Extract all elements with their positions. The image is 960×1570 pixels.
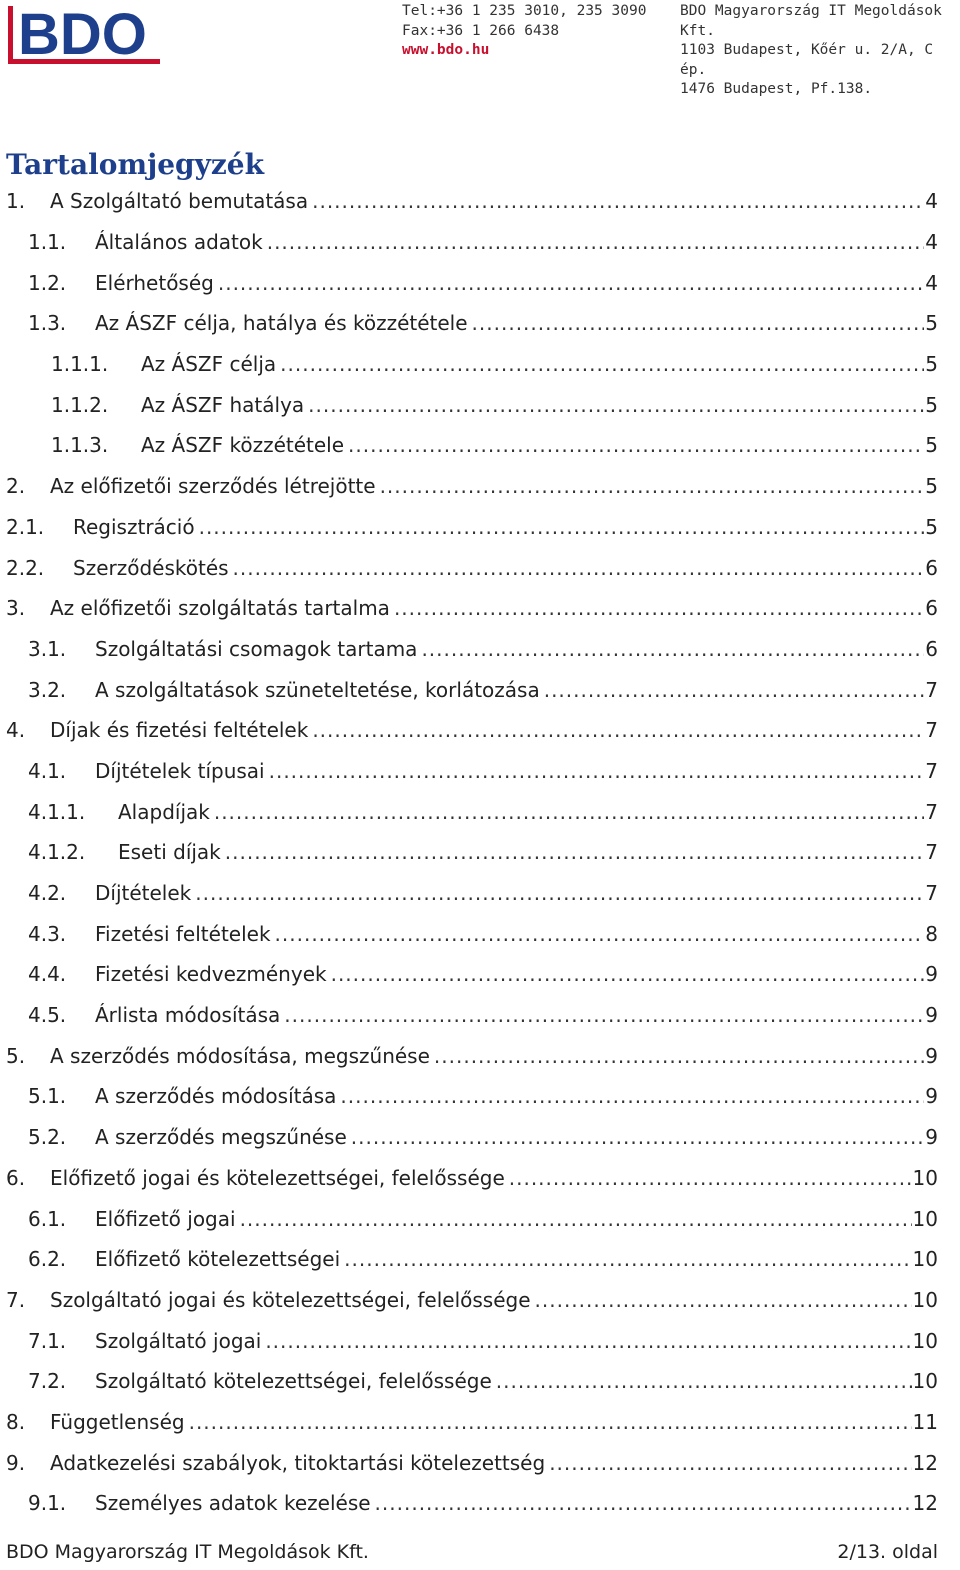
- toc-entry-number: 9.: [6, 1450, 26, 1475]
- toc-entry-number: 1.1.1.: [51, 352, 109, 377]
- toc-entry-number: 6.1.: [28, 1206, 67, 1231]
- toc-entry-title: Az előfizetői szolgáltatás tartalma: [50, 596, 390, 621]
- company-address-1: 1103 Budapest, Kőér u. 2/A, C ép.: [680, 42, 934, 78]
- toc-entry-page: 4: [925, 230, 938, 255]
- toc-entry-leader: [95, 1329, 912, 1353]
- toc-entry-number: 4.1.2.: [28, 840, 86, 865]
- toc-entry-number: 5.: [6, 1043, 26, 1068]
- toc-dot-leader: [544, 678, 924, 702]
- contact-tel: Tel:+36 1 235 3010, 235 3090: [402, 3, 647, 19]
- toc-entry-title: Az ÁSZF hatálya: [141, 392, 305, 417]
- toc-entry-title: Személyes adatok kezelése: [95, 1491, 371, 1516]
- toc-entry-title: A szolgáltatások szüneteltetése, korlátozása: [95, 677, 540, 702]
- toc-dot-leader: [189, 1410, 912, 1434]
- toc-dot-leader: [275, 922, 924, 946]
- footer-page-number: 2/13. oldal: [837, 1541, 938, 1563]
- toc-entry-number: 4.1.1.: [28, 799, 86, 824]
- toc-entry-leader: [118, 840, 924, 864]
- toc-dot-leader: [218, 271, 924, 295]
- toc-entry-leader: [50, 1166, 912, 1190]
- toc-entry-number: 9.1.: [28, 1491, 67, 1516]
- toc-entry-title: Függetlenség: [50, 1409, 185, 1434]
- toc-entry[interactable]: [0, 913, 960, 954]
- company-address-2: 1476 Budapest, Pf.138.: [680, 81, 873, 97]
- toc-entry-number: 4.1.: [28, 758, 67, 783]
- toc-entry-page: 7: [925, 881, 938, 906]
- toc-entry-title: Előfizető kötelezettségei: [95, 1247, 341, 1272]
- toc-dot-leader: [549, 1451, 912, 1475]
- bdo-logo-graphic: [8, 4, 160, 66]
- toc-entry-number: 3.: [6, 596, 26, 621]
- toc-entry-page: 7: [925, 799, 938, 824]
- toc-dot-leader: [344, 1247, 912, 1271]
- toc-entry-number: 7.2.: [28, 1369, 67, 1394]
- toc-entry-title: Regisztráció: [73, 514, 195, 539]
- toc-entry-leader: [50, 596, 924, 620]
- toc-entry-title: Fizetési feltételek: [95, 921, 271, 946]
- toc-entry-page: 12: [912, 1450, 938, 1475]
- toc-entry-leader: [95, 1491, 912, 1515]
- toc-entry-page: 7: [925, 758, 938, 783]
- toc-entry-number: 5.2.: [28, 1125, 67, 1150]
- toc-dot-leader: [312, 189, 924, 213]
- toc-entry-leader: [50, 1044, 924, 1068]
- toc-entry-leader: [141, 433, 924, 457]
- toc-entry-title: Szolgáltatási csomagok tartama: [95, 636, 418, 661]
- toc-entry-leader: [95, 311, 924, 335]
- toc-entry-title: Fizetési kedvezmények: [95, 962, 327, 987]
- toc-entry-leader: [95, 881, 924, 905]
- toc-entry-page: 5: [925, 514, 938, 539]
- toc-entry-leader: [95, 962, 924, 986]
- toc-dot-leader: [199, 515, 924, 539]
- toc-entry-title: Előfizető jogai: [95, 1206, 236, 1231]
- toc-entry-title: Díjtételek: [95, 881, 192, 906]
- toc-entry-page: 4: [925, 270, 938, 295]
- toc-entry-page: 5: [925, 433, 938, 458]
- toc-entry-leader: [95, 759, 924, 783]
- footer-company: BDO Magyarország IT Megoldások Kft.: [6, 1541, 369, 1563]
- toc-entry-title: Szolgáltató jogai és kötelezettségei, felelőssége: [50, 1287, 531, 1312]
- toc-entry-page: 10: [912, 1206, 938, 1231]
- toc-entry-title: A szerződés módosítása, megszűnése: [50, 1043, 430, 1068]
- toc-entry[interactable]: [0, 954, 960, 995]
- toc-entry-page: 8: [925, 921, 938, 946]
- toc-entry-number: 4.2.: [28, 881, 67, 906]
- toc-entry-number: 4.5.: [28, 1003, 67, 1028]
- toc-dot-leader: [348, 433, 924, 457]
- toc-entry-leader: [50, 474, 924, 498]
- toc-entry-page: 10: [912, 1369, 938, 1394]
- toc-entry-leader: [95, 637, 924, 661]
- toc-dot-leader: [240, 1207, 912, 1231]
- toc-entry-title: Az ÁSZF célja: [141, 352, 277, 377]
- toc-entry[interactable]: [0, 873, 960, 914]
- toc-dot-leader: [434, 1044, 924, 1068]
- toc-entry[interactable]: [0, 1076, 960, 1117]
- toc-entry-title: A szerződés módosítása: [95, 1084, 337, 1109]
- toc-entry-leader: [95, 678, 924, 702]
- toc-dot-leader: [375, 1491, 912, 1515]
- toc-entry-page: 12: [912, 1491, 938, 1516]
- toc-entry-title: A szerződés megszűnése: [95, 1125, 347, 1150]
- toc-entry-page: 9: [925, 1084, 938, 1109]
- toc-entry-title: Szolgáltató kötelezettségei, felelőssége: [95, 1369, 492, 1394]
- toc-entry-number: 4.4.: [28, 962, 67, 987]
- toc-entry-leader: [73, 556, 924, 580]
- toc-entry-page: 5: [925, 474, 938, 499]
- toc-entry[interactable]: [0, 1239, 960, 1280]
- toc-entry[interactable]: [0, 547, 960, 588]
- toc-dot-leader: [340, 1084, 924, 1108]
- toc-entry-page: 5: [925, 392, 938, 417]
- toc-entry[interactable]: [0, 384, 960, 425]
- toc-entry-number: 6.2.: [28, 1247, 67, 1272]
- toc-entry[interactable]: [0, 303, 960, 344]
- toc-entry[interactable]: [0, 751, 960, 792]
- toc-dot-leader: [308, 393, 924, 417]
- toc-entry-leader: [95, 1369, 912, 1393]
- toc-entry-title: Szerződéskötés: [73, 555, 229, 580]
- toc-entry-title: Adatkezelési szabályok, titoktartási kötelezettség: [50, 1450, 546, 1475]
- toc-dot-leader: [535, 1288, 912, 1312]
- toc-entry-page: 9: [925, 962, 938, 987]
- toc-dot-leader: [233, 556, 924, 580]
- toc-entry-title: Díjtételek típusai: [95, 758, 265, 783]
- toc-entry-leader: [118, 800, 924, 824]
- toc-entry-leader: [95, 1125, 924, 1149]
- toc-entry-page: 10: [912, 1165, 938, 1190]
- toc-entry-page: 10: [912, 1247, 938, 1272]
- toc-dot-leader: [472, 311, 924, 335]
- bdo-logo: [8, 4, 160, 66]
- toc-dot-leader: [351, 1125, 924, 1149]
- toc-entry-title: Az ÁSZF célja, hatálya és közzététele: [95, 311, 468, 336]
- toc-entry-leader: [50, 718, 924, 742]
- contact-web-link[interactable]: www.bdo.hu: [402, 42, 490, 58]
- toc-entry[interactable]: [0, 1442, 960, 1483]
- toc-entry-leader: [95, 230, 924, 254]
- toc-entry-leader: [95, 1084, 924, 1108]
- toc-entry-page: 4: [925, 189, 938, 214]
- toc-entry-page: 5: [925, 311, 938, 336]
- toc-entry-title: Alapdíjak: [118, 799, 210, 824]
- toc-entry[interactable]: [0, 1361, 960, 1402]
- toc-dot-leader: [225, 840, 924, 864]
- toc-entry-leader: [50, 1410, 912, 1434]
- toc-entry-title: Árlista módosítása: [95, 1003, 281, 1028]
- toc-entry-leader: [141, 393, 924, 417]
- toc-entry-leader: [95, 1207, 912, 1231]
- toc-entry-page: 7: [925, 840, 938, 865]
- toc-entry-number: 3.1.: [28, 636, 67, 661]
- toc-entry-page: 7: [925, 718, 938, 743]
- toc-entry-number: 5.1.: [28, 1084, 67, 1109]
- toc-entry-page: 9: [925, 1003, 938, 1028]
- toc-entry[interactable]: [0, 588, 960, 629]
- toc-entry-number: 8.: [6, 1409, 26, 1434]
- toc-entry[interactable]: [0, 344, 960, 385]
- toc-dot-leader: [496, 1369, 912, 1393]
- toc-entry-number: 1.1.: [28, 230, 67, 255]
- toc-entry[interactable]: [0, 1483, 960, 1524]
- toc-dot-leader: [380, 474, 924, 498]
- toc-entry-page: 10: [912, 1328, 938, 1353]
- toc-dot-leader: [195, 881, 924, 905]
- toc-entry-page: 6: [925, 636, 938, 661]
- toc-entry[interactable]: [0, 832, 960, 873]
- toc-entry-leader: [50, 1288, 912, 1312]
- toc-entry-number: 6.: [6, 1165, 26, 1190]
- toc-entry-leader: [95, 1247, 912, 1271]
- toc-entry-number: 1.2.: [28, 270, 67, 295]
- toc-dot-leader: [265, 1329, 912, 1353]
- toc-entry-title: Előfizető jogai és kötelezettségei, felelőssége: [50, 1165, 505, 1190]
- toc-entry-title: Az ÁSZF közzététele: [141, 433, 345, 458]
- toc-entry[interactable]: [0, 669, 960, 710]
- toc-entry[interactable]: [0, 262, 960, 303]
- toc-dot-leader: [331, 962, 924, 986]
- toc-dot-leader: [312, 718, 924, 742]
- toc-dot-leader: [421, 637, 924, 661]
- toc-entry-title: Elérhetőség: [95, 270, 214, 295]
- company-block: [680, 2, 960, 100]
- toc-entry-leader: [95, 922, 924, 946]
- toc-entry[interactable]: [0, 425, 960, 466]
- toc-entry[interactable]: [0, 1402, 960, 1443]
- toc-entry-title: A Szolgáltató bemutatása: [50, 189, 309, 214]
- toc-entry[interactable]: [0, 222, 960, 263]
- toc-entry-number: 3.2.: [28, 677, 67, 702]
- toc-dot-leader: [269, 759, 924, 783]
- toc-entry-number: 1.1.3.: [51, 433, 109, 458]
- toc-entry-number: 2.: [6, 474, 26, 499]
- toc-dot-leader: [280, 352, 924, 376]
- toc-entry-leader: [95, 271, 924, 295]
- toc-entry[interactable]: [0, 1320, 960, 1361]
- toc-entry-leader: [73, 515, 924, 539]
- toc-title: Tartalomjegyzék: [6, 148, 264, 181]
- toc-entry-page: 9: [925, 1125, 938, 1150]
- logo-red-bar: [8, 6, 13, 62]
- toc-entry[interactable]: [0, 1198, 960, 1239]
- toc-entry-number: 1.1.2.: [51, 392, 109, 417]
- contact-block: [402, 2, 646, 61]
- toc-dot-leader: [284, 1003, 924, 1027]
- toc-entry-leader: [95, 1003, 924, 1027]
- toc-entry[interactable]: [0, 1035, 960, 1076]
- toc-entry-number: 4.: [6, 718, 26, 743]
- toc-entry-leader: [141, 352, 924, 376]
- toc-entry[interactable]: [0, 1117, 960, 1158]
- toc-entry-title: Általános adatok: [95, 230, 263, 255]
- toc-entry-number: 2.1.: [6, 514, 45, 539]
- toc-entry-page: 10: [912, 1287, 938, 1312]
- toc-entry[interactable]: [0, 466, 960, 507]
- toc-entry-title: Eseti díjak: [118, 840, 221, 865]
- toc-entry-page: 11: [912, 1409, 938, 1434]
- toc-entry[interactable]: [0, 181, 960, 222]
- toc-entry[interactable]: [0, 1158, 960, 1199]
- toc-entry-page: 6: [925, 596, 938, 621]
- toc-entry-page: 6: [925, 555, 938, 580]
- toc-entry-number: 7.1.: [28, 1328, 67, 1353]
- table-of-contents: [0, 181, 960, 1524]
- toc-entry-page: 7: [925, 677, 938, 702]
- toc-entry[interactable]: [0, 507, 960, 548]
- toc-entry-title: Díjak és fizetési feltételek: [50, 718, 309, 743]
- toc-dot-leader: [394, 596, 924, 620]
- toc-entry-number: 1.3.: [28, 311, 67, 336]
- toc-entry[interactable]: [0, 1280, 960, 1321]
- toc-entry[interactable]: [0, 710, 960, 751]
- toc-entry[interactable]: [0, 995, 960, 1036]
- toc-entry-number: 7.: [6, 1287, 26, 1312]
- toc-entry[interactable]: [0, 629, 960, 670]
- toc-entry[interactable]: [0, 791, 960, 832]
- contact-fax: Fax:+36 1 266 6438: [402, 22, 560, 39]
- toc-entry-number: 4.3.: [28, 921, 67, 946]
- toc-dot-leader: [509, 1166, 912, 1190]
- toc-entry-leader: [50, 1451, 912, 1475]
- toc-entry-page: 5: [925, 352, 938, 377]
- toc-entry-page: 9: [925, 1043, 938, 1068]
- page-header: [0, 0, 960, 97]
- toc-entry-number: 2.2.: [6, 555, 45, 580]
- logo-text: BDO: [18, 4, 147, 66]
- toc-dot-leader: [267, 230, 924, 254]
- toc-entry-leader: [50, 189, 924, 213]
- toc-dot-leader: [214, 800, 924, 824]
- toc-entry-title: Az előfizetői szerződés létrejötte: [50, 474, 376, 499]
- toc-entry-number: 1.: [6, 189, 26, 214]
- toc-entry-title: Szolgáltató jogai: [95, 1328, 262, 1353]
- company-name: BDO Magyarország IT Megoldások Kft.: [680, 3, 942, 39]
